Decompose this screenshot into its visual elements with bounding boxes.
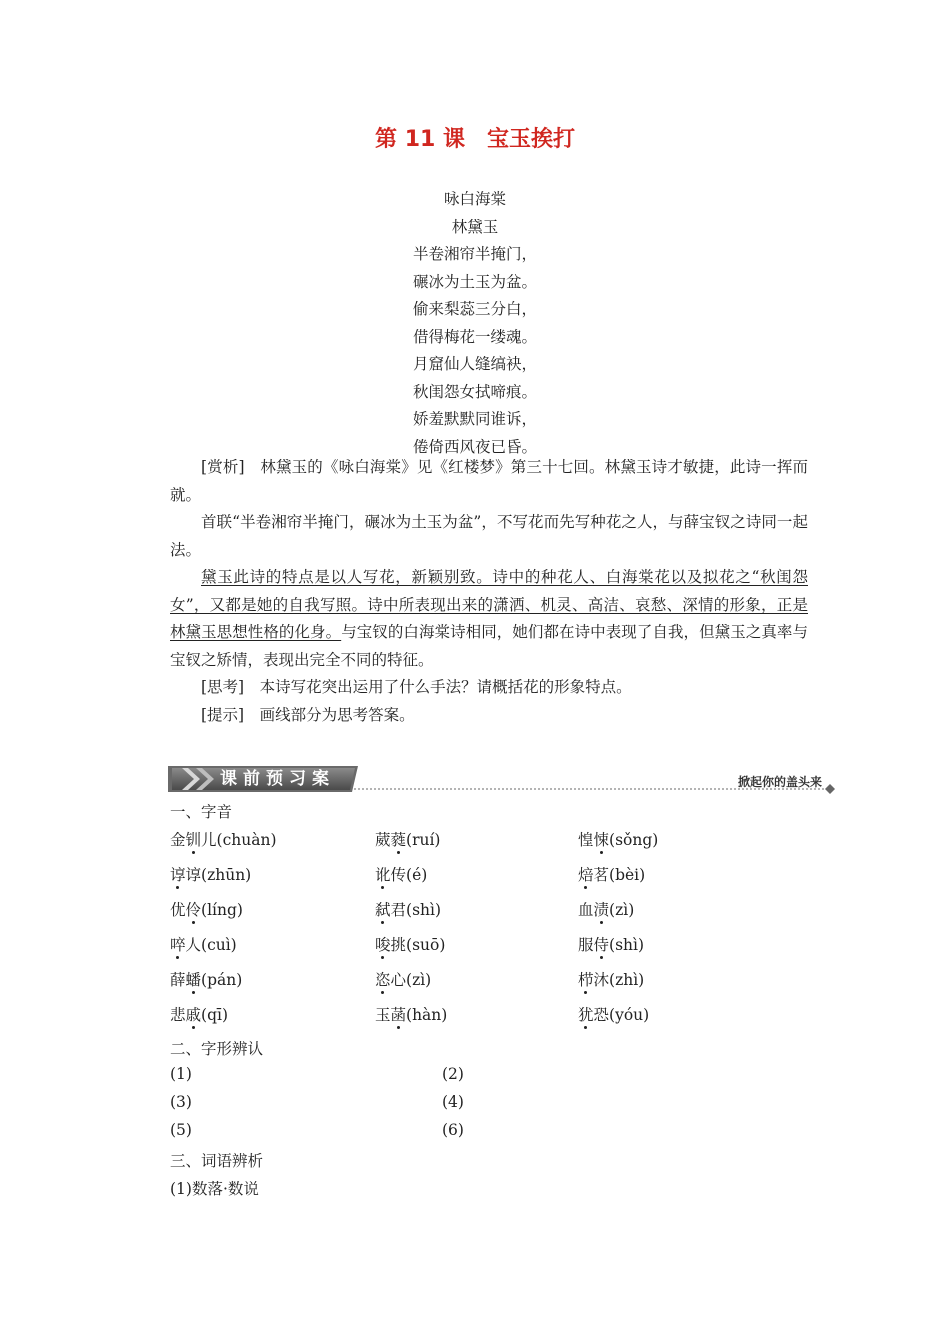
section-heading: 三、词语辨析	[170, 1152, 264, 1170]
word-suffix-with-pinyin: 挑(suō)	[390, 936, 446, 954]
word-prefix: 薛	[170, 971, 186, 989]
word-prefix: 惶	[578, 831, 594, 849]
poem-line: 月窟仙人缝缟袂，	[412, 355, 537, 373]
word-suffix-with-pinyin: (zì)	[609, 901, 635, 919]
word-suffix-with-pinyin: (shì)	[609, 936, 645, 954]
list-row	[170, 1093, 570, 1121]
poem-line: 碾冰为土玉为盆。	[412, 272, 537, 291]
list-row	[170, 1121, 570, 1149]
pronunciation-item	[170, 968, 242, 990]
banner-label: 课前预习案	[220, 769, 335, 789]
lesson-title: 第 11 课 宝玉挨打	[375, 127, 575, 152]
pronunciation-item	[375, 863, 427, 885]
pronunciation-item	[578, 863, 645, 885]
pronunciation-item	[578, 1003, 649, 1025]
emphasized-character: 蕤	[390, 831, 407, 849]
list-item: (1)	[170, 1065, 192, 1083]
emphasized-character: 渍	[593, 901, 610, 919]
appreciation-paragraph	[170, 564, 808, 674]
emphasized-character: 侍	[593, 936, 610, 954]
poem-block	[0, 186, 950, 461]
emphasized-character: 钏	[185, 831, 202, 849]
word-suffix-with-pinyin: 传(é)	[390, 866, 428, 884]
pronunciation-item	[375, 898, 441, 920]
pronunciation-item	[578, 968, 644, 990]
section-heading: 二、字形辨认	[170, 1040, 264, 1058]
poem-line: 娇羞默默同谁诉，	[412, 410, 537, 428]
emphasized-character: 伶	[185, 901, 202, 919]
word-prefix: 优	[170, 901, 186, 919]
pronunciation-item	[170, 1003, 228, 1025]
poem-line: 偷来梨蕊三分白，	[412, 300, 537, 318]
emphasized-character: 菡	[390, 1006, 407, 1024]
banner-right-text: 掀起你的盖头来	[737, 775, 822, 789]
pronunciation-row	[170, 828, 810, 863]
word-prefix: 金	[170, 831, 186, 849]
pronunciation-row	[170, 863, 810, 898]
emphasized-character: 蟠	[185, 971, 202, 989]
section-banner	[168, 764, 840, 794]
banner-label-wrap	[220, 768, 335, 790]
emphasized-character: 恣	[375, 971, 391, 989]
list-item: (4)	[442, 1093, 464, 1111]
pronunciation-item	[375, 828, 440, 850]
word-suffix-with-pinyin: 恐(yóu)	[593, 1006, 650, 1024]
appreciation-block	[170, 454, 808, 729]
word-suffix-with-pinyin: 君(shì)	[390, 901, 442, 919]
appreciation-paragraph: 首联“半卷湘帘半掩门，碾冰为土玉为盆”，不写花而先写种花之人，与薛宝钗之诗同一起法。	[170, 513, 808, 559]
emphasized-character: 悚	[593, 831, 610, 849]
poem-line: 秋闺怨女拭啼痕。	[412, 382, 537, 401]
section-heading: 一、字音	[170, 803, 233, 821]
pronunciation-row	[170, 898, 810, 933]
word-prefix: 葳	[375, 831, 391, 849]
underlined-answer: 黛玉此诗的特点是以人写花，新颖别致。诗中的种花人、白海棠花以及拟花之“秋闺怨女”，又都是她的自我写照。诗中所表现出来的潇洒、机灵、高洁、哀愁、深情的形象，正是林黛玉思想性格的化身。	[170, 568, 808, 641]
pronunciation-grid	[170, 828, 810, 1038]
emphasized-character: 戚	[185, 1006, 202, 1024]
word-suffix-with-pinyin: 谆(zhūn)	[185, 866, 252, 884]
think-question: [思考] 本诗写花突出运用了什么手法？请概括花的形象特点。	[201, 678, 632, 696]
diamond-icon	[825, 784, 835, 794]
pronunciation-item	[578, 933, 644, 955]
poem-line: 半卷湘帘半掩门，	[412, 245, 537, 263]
pronunciation-item	[170, 828, 277, 850]
pronunciation-item	[170, 933, 237, 955]
emphasized-character: 谆	[170, 866, 186, 884]
emphasized-character: 啐	[170, 936, 186, 954]
word-suffix-with-pinyin: 心(zì)	[390, 971, 432, 989]
emphasized-character: 讹	[375, 866, 391, 884]
pronunciation-item	[375, 968, 431, 990]
word-prefix: 悲	[170, 1006, 186, 1024]
pronunciation-row	[170, 968, 810, 1003]
appreciation-text: 与宝钗的白海棠诗相同，她们都在诗中表现了自我，但黛玉之真率与宝钗之矫情，表现出完全不同的特征。	[170, 623, 808, 669]
list-item: (5)	[170, 1121, 192, 1139]
emphasized-character: 栉	[578, 971, 594, 989]
list-row	[170, 1065, 570, 1093]
emphasized-character: 唆	[375, 936, 391, 954]
word-suffix-with-pinyin: 儿(chuàn)	[201, 831, 277, 849]
poem-line: 倦倚西风夜已昏。	[412, 437, 537, 456]
pronunciation-item	[375, 1003, 447, 1025]
emphasized-character: 弑	[375, 901, 391, 919]
word-pair-item: (1)数落·数说	[170, 1180, 259, 1198]
word-prefix: 玉	[375, 1006, 391, 1024]
emphasized-character: 犹	[578, 1006, 594, 1024]
pronunciation-item	[170, 863, 251, 885]
pronunciation-item	[375, 933, 445, 955]
poem-line: 借得梅花一缕魂。	[412, 327, 537, 346]
list-item: (6)	[442, 1121, 464, 1139]
word-suffix-with-pinyin: (pán)	[201, 971, 243, 989]
word-prefix: 服	[578, 936, 594, 954]
appreciation-paragraph: [赏析] 林黛玉的《咏白海棠》见《红楼梦》第三十七回。林黛玉诗才敏捷，此诗一挥而就。	[170, 458, 808, 504]
word-suffix-with-pinyin: 茗(bèi)	[593, 866, 646, 884]
word-suffix-with-pinyin: (ruí)	[406, 831, 441, 849]
poem-author: 林黛玉	[451, 217, 499, 236]
list-item: (3)	[170, 1093, 192, 1111]
word-suffix-with-pinyin: (hàn)	[406, 1006, 448, 1024]
list-item: (2)	[442, 1065, 464, 1083]
pronunciation-item	[170, 898, 243, 920]
hint-text: [提示] 画线部分为思考答案。	[201, 705, 415, 724]
word-suffix-with-pinyin: (qī)	[201, 1006, 229, 1024]
pronunciation-row	[170, 1003, 810, 1038]
glyph-recognition-list	[170, 1065, 570, 1149]
pronunciation-item	[578, 828, 658, 850]
poem-title: 咏白海棠	[443, 190, 506, 208]
pronunciation-row	[170, 933, 810, 968]
word-suffix-with-pinyin: 沐(zhì)	[593, 971, 645, 989]
word-suffix-with-pinyin: (sǒng)	[609, 831, 659, 849]
word-suffix-with-pinyin: 人(cuì)	[185, 936, 237, 954]
emphasized-character: 焙	[578, 866, 594, 884]
word-prefix: 血	[578, 901, 594, 919]
pronunciation-item	[578, 898, 634, 920]
word-suffix-with-pinyin: (líng)	[201, 901, 243, 919]
